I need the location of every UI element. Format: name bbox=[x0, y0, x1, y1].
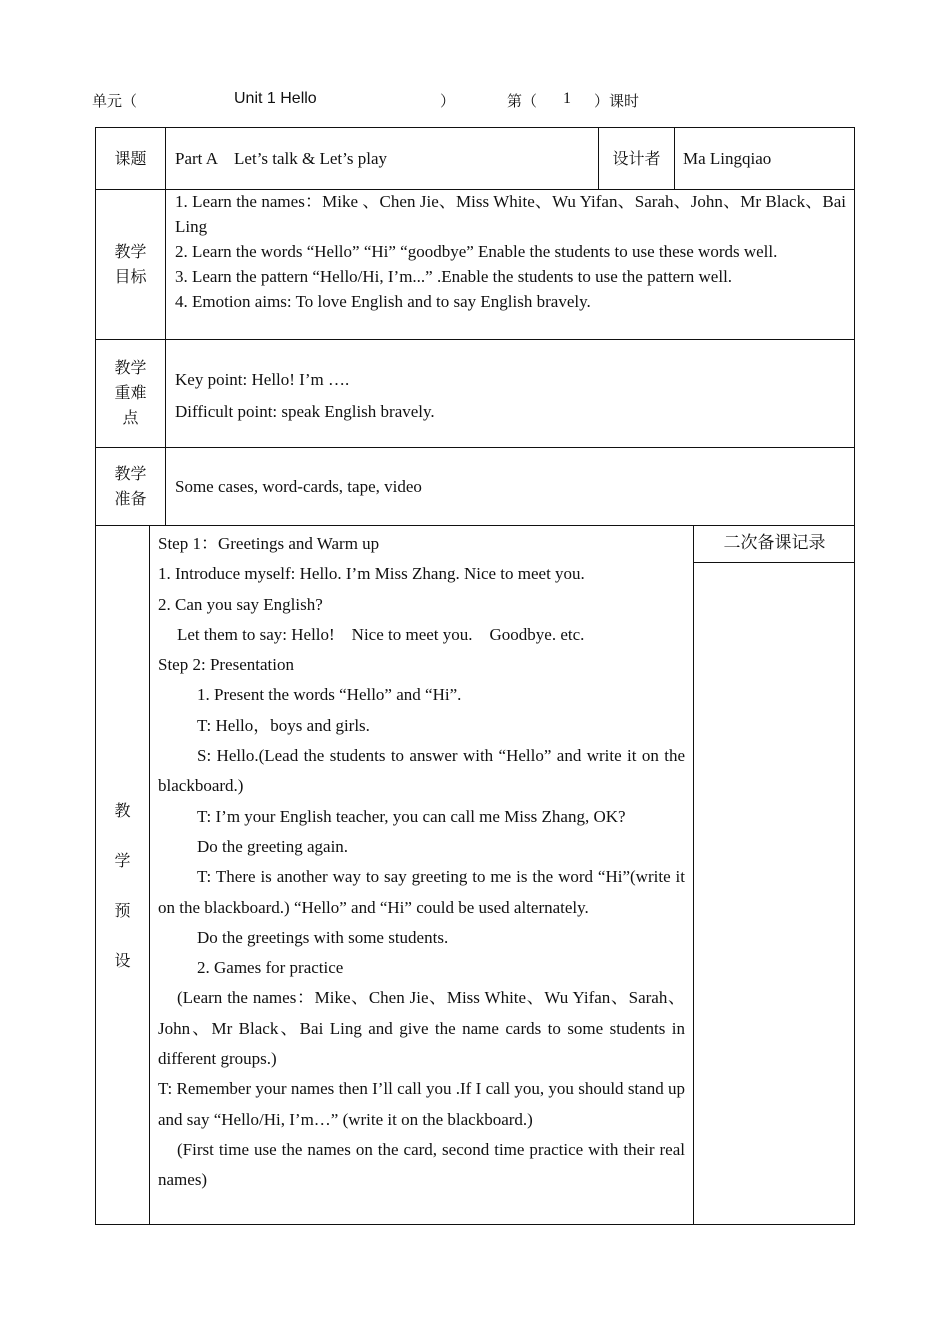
procedure-line: T: Hello，boys and girls. bbox=[197, 715, 370, 735]
preparation-value: Some cases, word-cards, tape, video bbox=[175, 477, 422, 496]
objective-item: 4. Emotion aims: To love English and to say English bravely. bbox=[175, 292, 591, 311]
topic-label: 课题 bbox=[114, 149, 147, 168]
step-heading: Step 2: Presentation bbox=[158, 655, 294, 675]
designer-label: 设计者 bbox=[612, 149, 661, 168]
procedure-label: 教 学 预 设 bbox=[114, 801, 131, 970]
preparation-label: 教学 准备 bbox=[114, 464, 147, 508]
unit-close: ） bbox=[440, 92, 456, 110]
procedure-label-divider bbox=[149, 525, 150, 1225]
difficult-point-text: Difficult point: speak English bravely. bbox=[175, 402, 435, 421]
notes-header: 二次备课记录 bbox=[723, 533, 826, 553]
topic-value: Part A Let’s talk & Let’s play bbox=[175, 149, 388, 168]
procedure-content bbox=[158, 529, 685, 1196]
procedure-line: 1. Introduce myself: Hello. I’m Miss Zhang. Nice to meet you. bbox=[158, 564, 585, 584]
lesson-label: 第（ bbox=[507, 92, 538, 110]
procedure-line: Let them to say: Hello! Nice to meet you. Goodbye. etc. bbox=[177, 624, 585, 644]
objective-item: 1. Learn the names：Mike 、Chen Jie、Miss White、Wu Yifan、Sarah、John、Mr Black、Bai Ling bbox=[175, 192, 846, 236]
row-divider bbox=[95, 339, 855, 340]
procedure-line: Do the greeting again. bbox=[197, 836, 349, 856]
designer-divider bbox=[674, 127, 675, 190]
objective-item: 3. Learn the pattern “Hello/Hi, I’m...” .Enable the students to use the pattern well. bbox=[175, 267, 733, 286]
designer-value: Ma Lingqiao bbox=[683, 149, 772, 168]
unit-value: Unit 1 Hello bbox=[234, 90, 317, 107]
procedure-line: T: Remember your names then I’ll call you .If I call you, you should stand up and say “Hello/Hi, I’m…” (write it on the blackboard.) bbox=[158, 1079, 685, 1129]
notes-area bbox=[694, 563, 855, 1224]
step-heading: Step 1：Greetings and Warm up bbox=[158, 534, 380, 553]
procedure-line: T: I’m your English teacher, you can call me Miss Zhang, OK? bbox=[197, 806, 626, 826]
procedure-line: 2. Can you say English? bbox=[158, 594, 323, 614]
row-divider bbox=[95, 447, 855, 448]
unit-label: 单元（ bbox=[92, 92, 138, 110]
document-header bbox=[0, 90, 950, 114]
row-divider bbox=[95, 525, 855, 526]
procedure-line: (Learn the names：Mike、Chen Jie、Miss White、Wu Yifan、Sarah、John、Mr Black、Bai Ling and give the name cards to some students in different groups.) bbox=[158, 988, 685, 1069]
key-point-text: Key point: Hello! I’m …. bbox=[175, 370, 350, 389]
procedure-line: S: Hello.(Lead the students to answer with “Hello” and write it on the blackboard.) bbox=[158, 746, 685, 796]
objectives-label: 教学 目标 bbox=[114, 242, 147, 286]
objective-item: 2. Learn the words “Hello” “Hi” “goodbye” Enable the students to use these words well. bbox=[175, 242, 778, 261]
objectives-list bbox=[175, 189, 846, 314]
procedure-line: 1. Present the words “Hello” and “Hi”. bbox=[197, 685, 462, 705]
procedure-line: 2. Games for practice bbox=[197, 958, 344, 978]
lesson-suffix: ）课时 bbox=[594, 92, 640, 110]
lesson-number: 1 bbox=[563, 90, 571, 107]
procedure-line: (First time use the names on the card, second time practice with their real names) bbox=[158, 1139, 685, 1190]
label-column-divider bbox=[165, 127, 166, 526]
procedure-line: Do the greetings with some students. bbox=[197, 927, 449, 947]
key-points-label: 教学 重难 点 bbox=[114, 358, 147, 427]
procedure-line: T: There is another way to say greeting to me is the word “Hi”(write it on the blackboard.) “Hello” and “Hi” could be used alternately. bbox=[158, 867, 685, 917]
